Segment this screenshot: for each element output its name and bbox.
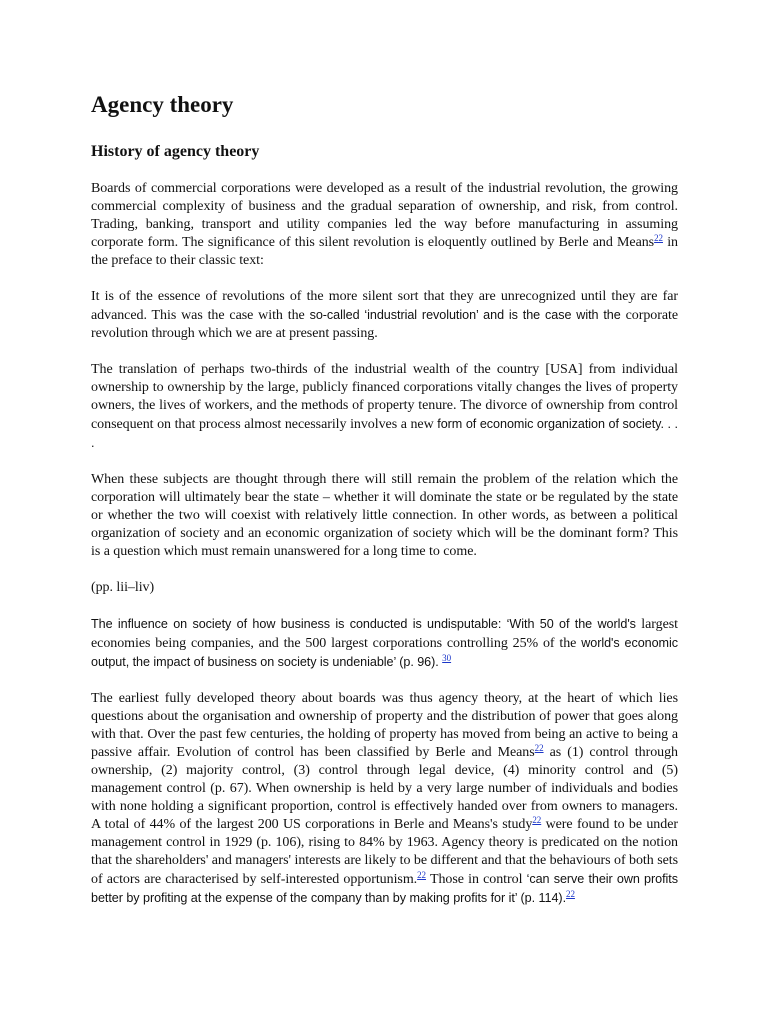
paragraph-text: Boards of commercial corporations were developed as a result of the industrial revolution, the growing commercial complexity of business and the gradual separation of ownership, and risk, from control. Trading, banking, transport and utility companies led the way before manufacturing in assuming corporate form. The significance of this silent revolution is eloquently outlined by Berle and Means bbox=[91, 181, 678, 250]
paragraph-text: corporate revolution through which we are at present passing. bbox=[91, 308, 678, 341]
paragraph-text: largest economies being companies, and the 500 largest corporations controlling 25% of the bbox=[91, 617, 678, 651]
footnote-link[interactable]: 22 bbox=[534, 743, 544, 753]
paragraph-text: The influence on society of how business is conducted is undisputable: ‘With 50 of the world's bbox=[91, 617, 636, 631]
paragraph-text: The earliest fully developed theory about boards was thus agency theory, at the heart of which lies questions about the organisation and ownership of property and the distribution of power that goes along with that. Over the past few centuries, the holding of property has moved from being an active to being a passive affair. Evolution of control has been classified by Berle and Means bbox=[91, 691, 678, 760]
paragraph-5: (pp. lii–liv) bbox=[91, 580, 155, 595]
document-page bbox=[91, 88, 678, 926]
footnote-link[interactable]: 30 bbox=[442, 653, 452, 663]
footnote-link[interactable]: 22 bbox=[532, 815, 542, 825]
paragraph-text: so-called ‘industrial revolution’ and is the case with the bbox=[309, 308, 621, 322]
paragraph-4: When these subjects are thought through there will still remain the problem of the relation which the corporation will ultimately bear the state – whether it will dominate the state or be regulated by the state or whether the two will coexist with relatively little connection. In other words, as between a political organization of society and an economic organization of society which will be the dominant form? This is a question which must remain unanswered for a long time to come. bbox=[91, 472, 678, 559]
footnote-link[interactable]: 22 bbox=[417, 870, 427, 880]
paragraph-text: as (1) control through ownership, (2) majority control, (3) control through legal device, (4) minority control and (5) management control (p. 67). When ownership is held by a very large number of individuals and bodies with none holding a significant proportion, control is effectively handed over from owners to managers. A total of 44% of the largest 200 US corporations in Berle and Means's study bbox=[91, 745, 678, 832]
footnote-link[interactable]: 22 bbox=[566, 889, 575, 899]
paragraph-text: form of economic organization of society. . . . bbox=[91, 417, 678, 450]
paragraph-text: world's economic output, the impact of business on society is undeniable’ (p. 96). bbox=[91, 636, 678, 669]
paragraph-text: ‘can serve their own profits better by profiting at the expense of the company than by making profits for it’ (p. 114). bbox=[91, 872, 678, 905]
paragraph-text: The translation of perhaps two-thirds of the industrial wealth of the country [USA] from individual ownership to ownership by the large, publicly financed corporations vitally changes the lives of property owners, the lives of workers, and the methods of property tenure. The divorce of ownership from control consequent on that process almost necessarily involves a new bbox=[91, 362, 678, 432]
paragraph-text: Those in control bbox=[426, 872, 527, 887]
page-title: Agency theory bbox=[91, 92, 234, 117]
paragraph-3 bbox=[91, 361, 678, 453]
paragraph-7 bbox=[91, 690, 678, 908]
paragraph-text: in the preface to their classic text: bbox=[91, 235, 678, 268]
footnote-link[interactable]: 22 bbox=[654, 233, 663, 243]
paragraph-6 bbox=[91, 615, 678, 672]
paragraph-text: It is of the essence of revolutions of the more silent sort that they are unrecognized until they are far advanced. This was the case with the bbox=[91, 289, 678, 323]
paragraph-2 bbox=[91, 288, 678, 343]
paragraph-text: were found to be under management control in 1929 (p. 106), rising to 84% by 1963. Agency theory is predicated on the notion that the shareholders' and managers' interests are likely to be different and that the behaviours of both sets of actors are characterised by self-interested opportunism. bbox=[91, 817, 678, 887]
section-heading: History of agency theory bbox=[91, 143, 260, 160]
paragraph-1 bbox=[91, 180, 678, 270]
